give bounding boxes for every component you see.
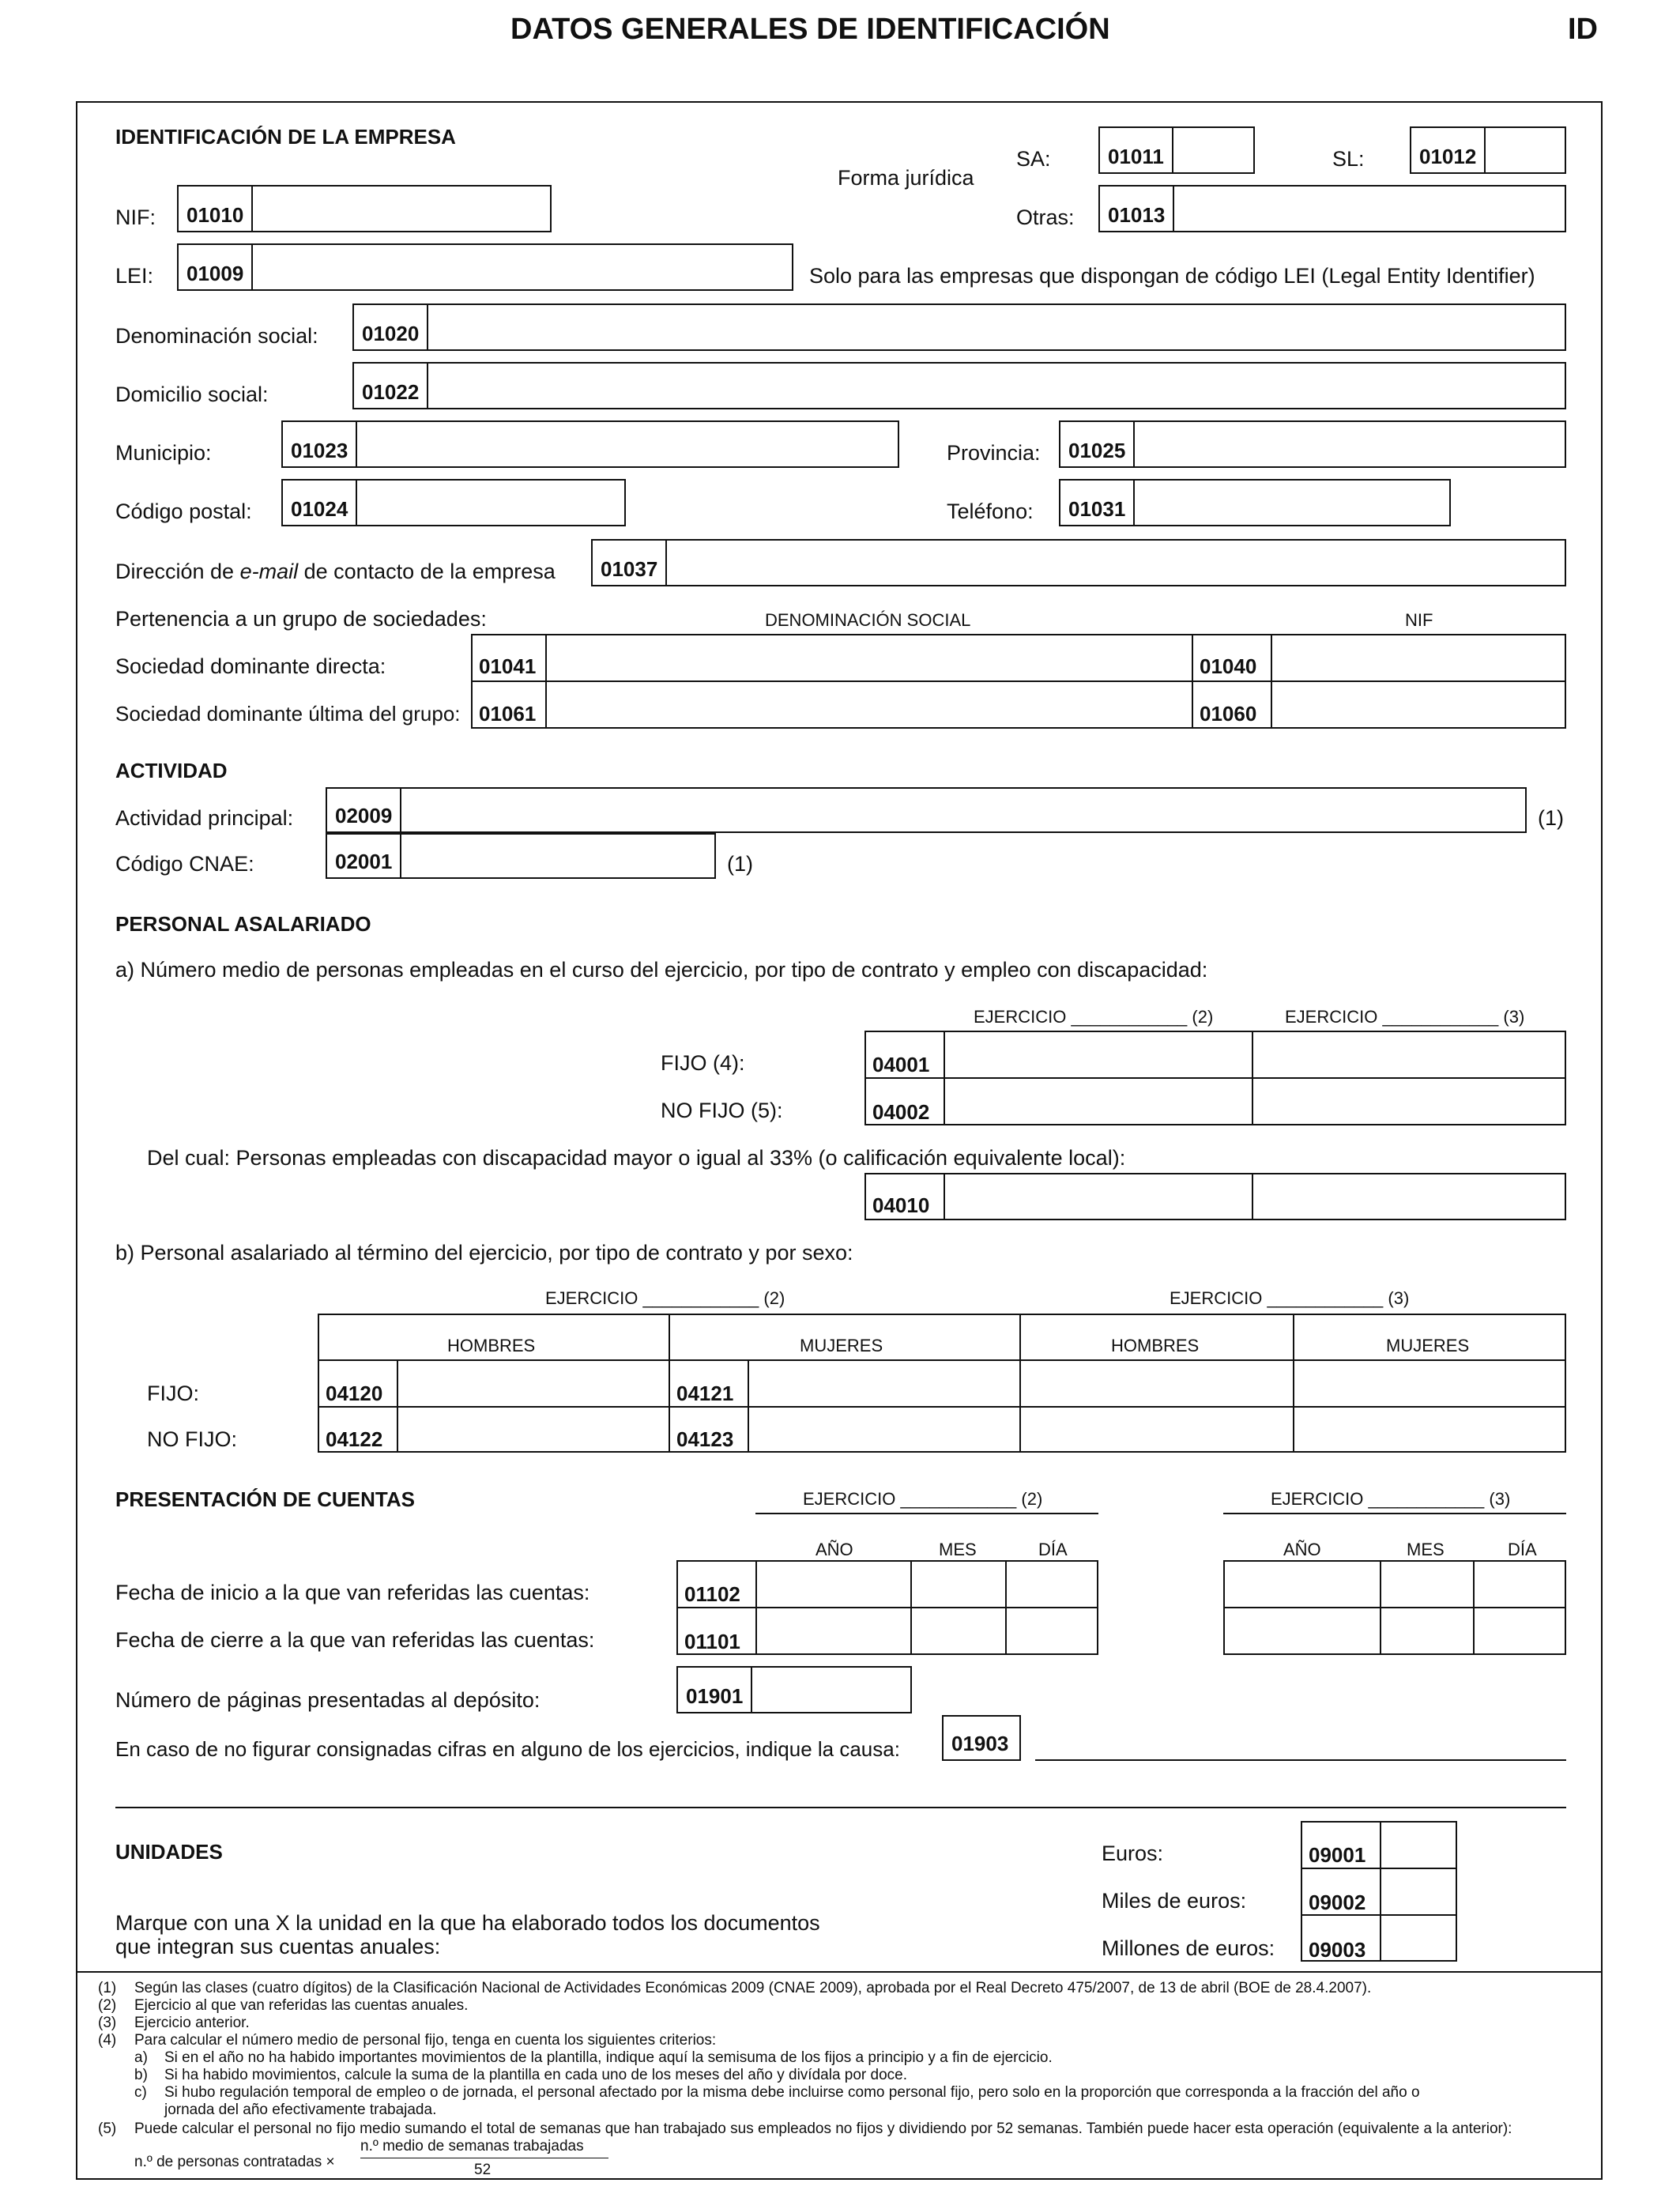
footnote-4: Para calcular el número medio de personal fijo, tenga en cuenta los siguientes criterios: <box>134 2032 717 2049</box>
mujeres-header-2: MUJERES <box>1386 1336 1470 1355</box>
fijo-label: FIJO (4): <box>661 1051 745 1075</box>
col-nif-header: NIF <box>1405 610 1433 630</box>
ejercicio-c-anterior: EJERCICIO ____________ (3) <box>1271 1489 1511 1509</box>
section-heading-empresa: IDENTIFICACIÓN DE LA EMPRESA <box>115 125 456 149</box>
actividad-principal-label: Actividad principal: <box>115 806 294 830</box>
footnote-3-num: (3) <box>98 2015 117 2031</box>
otras-field[interactable]: 01013 <box>1098 185 1566 232</box>
domicilio-label: Domicilio social: <box>115 383 269 406</box>
divider <box>115 1807 1566 1808</box>
footnote-divider <box>76 1971 1603 1973</box>
footnote-4a-num: a) <box>134 2049 148 2066</box>
sl-field[interactable]: 01012 <box>1410 126 1566 174</box>
personal-b-text: b) Personal asalariado al término del ejercicio, por tipo de contrato y por sexo: <box>115 1241 853 1265</box>
municipio-label: Municipio: <box>115 441 212 465</box>
grupo-label: Pertenencia a un grupo de sociedades: <box>115 607 487 631</box>
personal-a-text: a) Número medio de personas empleadas en el curso del ejercicio, por tipo de contrato y empleo con discapacidad: <box>115 958 1208 982</box>
otras-label: Otras: <box>1016 205 1075 229</box>
mes-header-1: MES <box>939 1540 977 1559</box>
footnote-4-num: (4) <box>98 2032 117 2049</box>
footnote-4b-num: b) <box>134 2067 148 2083</box>
cnae-label: Código CNAE: <box>115 852 254 876</box>
actividad-note: (1) <box>1538 806 1564 830</box>
email-label: Dirección de e-mail de contacto de la empresa <box>115 560 556 583</box>
ejercicio-b-actual: EJERCICIO ____________ (2) <box>545 1288 785 1308</box>
causa-label: En caso de no figurar consignadas cifras en alguno de los ejercicios, indique la causa: <box>115 1737 900 1761</box>
footnote-3: Ejercicio anterior. <box>134 2015 250 2031</box>
form-code: ID <box>1568 13 1598 46</box>
dominante-directa-code[interactable]: 01041 <box>479 654 537 678</box>
footnote-5-num: (5) <box>98 2120 117 2137</box>
millones-label: Millones de euros: <box>1102 1936 1275 1960</box>
cierre-code[interactable]: 01101 <box>684 1630 740 1653</box>
formula-numerator: n.º medio de semanas trabajadas <box>360 2138 584 2154</box>
b-nofijo-label: NO FIJO: <box>147 1427 237 1451</box>
domicilio-field[interactable]: 01022 <box>352 362 1566 409</box>
lei-field[interactable]: 01009 <box>177 243 793 291</box>
footnote-4b: Si ha habido movimientos, calcule la suma de la plantilla en cada uno de los meses del año y divídala por doce. <box>164 2067 908 2083</box>
dia-header-2: DÍA <box>1508 1540 1537 1559</box>
denominacion-label: Denominación social: <box>115 324 318 348</box>
nif-label: NIF: <box>115 205 156 229</box>
section-heading-unidades: UNIDADES <box>115 1840 223 1864</box>
unidades-text-1: Marque con una X la unidad en la que ha elaborado todos los documentos <box>115 1911 820 1935</box>
discapacidad-text: Del cual: Personas empleadas con discapacidad mayor o igual al 33% (o calificación equivalente local): <box>147 1146 1126 1170</box>
page-title: DATOS GENERALES DE IDENTIFICACIÓN <box>510 13 1110 46</box>
anio-header-2: AÑO <box>1283 1540 1321 1559</box>
codigo-postal-label: Código postal: <box>115 499 252 523</box>
sa-field[interactable]: 01011 <box>1098 126 1255 174</box>
formula-denominator: 52 <box>474 2162 492 2178</box>
codigo-postal-field[interactable]: 01024 <box>281 479 626 526</box>
dominante-ultima-nif-code[interactable]: 01060 <box>1200 702 1257 726</box>
code-04122[interactable]: 04122 <box>326 1427 383 1451</box>
section-heading-personal: PERSONAL ASALARIADO <box>115 912 371 936</box>
telefono-label: Teléfono: <box>947 499 1034 523</box>
unidades-text-2: que integran sus cuentas anuales: <box>115 1935 441 1958</box>
mujeres-header-1: MUJERES <box>800 1336 883 1355</box>
ejercicio-a-anterior: EJERCICIO ____________ (3) <box>1285 1007 1525 1027</box>
causa-field[interactable]: 01903 <box>942 1715 1021 1761</box>
anio-header-1: AÑO <box>816 1540 853 1559</box>
lei-note: Solo para las empresas que dispongan de código LEI (Legal Entity Identifier) <box>809 264 1535 288</box>
b-fijo-label: FIJO: <box>147 1382 199 1405</box>
nofijo-label: NO FIJO (5): <box>661 1099 783 1122</box>
dominante-ultima-label: Sociedad dominante última del grupo: <box>115 702 461 726</box>
nofijo-code[interactable]: 04002 <box>872 1100 930 1124</box>
millones-code[interactable]: 09003 <box>1309 1938 1366 1962</box>
euros-code[interactable]: 09001 <box>1309 1843 1366 1867</box>
forma-juridica-label: Forma jurídica <box>838 166 974 190</box>
sa-label: SA: <box>1016 147 1051 171</box>
footnote-1: Según las clases (cuatro dígitos) de la Clasificación Nacional de Actividades Económicas 2009 (CNAE 2009), aprobada por el Real Decreto 475/2007, de 13 de abril (BOE de 28.4.2007). <box>134 1980 1372 1996</box>
ejercicio-c-actual: EJERCICIO ____________ (2) <box>803 1489 1043 1509</box>
lei-label: LEI: <box>115 264 154 288</box>
miles-code[interactable]: 09002 <box>1309 1891 1366 1914</box>
code-04123[interactable]: 04123 <box>676 1427 734 1451</box>
inicio-code[interactable]: 01102 <box>684 1582 740 1606</box>
footnote-1-num: (1) <box>98 1980 117 1996</box>
col-denominacion-header: DENOMINACIÓN SOCIAL <box>765 610 971 630</box>
footnote-2-num: (2) <box>98 1997 117 2014</box>
sl-label: SL: <box>1332 147 1365 171</box>
mes-header-2: MES <box>1407 1540 1445 1559</box>
hombres-header-1: HOMBRES <box>447 1336 536 1355</box>
email-field[interactable]: 01037 <box>591 539 1566 586</box>
nif-field[interactable]: 01010 <box>177 185 552 232</box>
footnote-4a: Si en el año no ha habido importantes movimientos de la plantilla, indique aquí la semisuma de los fijos a principio y a fin de ejercicio. <box>164 2049 1053 2066</box>
causa-line[interactable] <box>1035 1759 1566 1761</box>
cnae-note: (1) <box>727 852 753 876</box>
footnote-2: Ejercicio al que van referidas las cuentas anuales. <box>134 1997 469 2014</box>
dominante-directa-nif-code[interactable]: 01040 <box>1200 654 1257 678</box>
formula-left: n.º de personas contratadas × <box>134 2154 335 2170</box>
footnote-4c-cont: jornada del año efectivamente trabajada. <box>164 2102 437 2118</box>
provincia-field[interactable]: 01025 <box>1059 420 1566 468</box>
discapacidad-code[interactable]: 04010 <box>872 1193 930 1217</box>
cnae-field[interactable]: 02001 <box>326 833 716 879</box>
cierre-label: Fecha de cierre a la que van referidas las cuentas: <box>115 1628 595 1652</box>
section-heading-cuentas: PRESENTACIÓN DE CUENTAS <box>115 1487 415 1511</box>
dominante-directa-label: Sociedad dominante directa: <box>115 654 386 678</box>
dominante-ultima-code[interactable]: 01061 <box>479 702 537 726</box>
provincia-label: Provincia: <box>947 441 1041 465</box>
paginas-field[interactable]: 01901 <box>676 1666 912 1713</box>
ejercicio-b-anterior: EJERCICIO ____________ (3) <box>1170 1288 1410 1308</box>
footnote-4c-num: c) <box>134 2084 147 2101</box>
ejercicio-a-actual: EJERCICIO ____________ (2) <box>974 1007 1214 1027</box>
code-04121[interactable]: 04121 <box>676 1382 734 1405</box>
miles-label: Miles de euros: <box>1102 1889 1247 1913</box>
paginas-label: Número de páginas presentadas al depósito: <box>115 1688 541 1712</box>
personal-b-table <box>318 1314 1566 1453</box>
municipio-field[interactable]: 01023 <box>281 420 899 468</box>
denominacion-field[interactable]: 01020 <box>352 303 1566 351</box>
telefono-field[interactable]: 01031 <box>1059 479 1451 526</box>
footnote-5: Puede calcular el personal no fijo medio sumando el total de semanas que han trabajado sus empleados no fijos y dividiendo por 52 semanas. También puede hacer esta operación (equivalente a la anterior): <box>134 2120 1512 2137</box>
dia-header-1: DÍA <box>1038 1540 1068 1559</box>
section-heading-actividad: ACTIVIDAD <box>115 759 228 782</box>
actividad-principal-field[interactable]: 02009 <box>326 787 1527 833</box>
inicio-label: Fecha de inicio a la que van referidas las cuentas: <box>115 1581 590 1604</box>
euros-label: Euros: <box>1102 1842 1164 1865</box>
discapacidad-table <box>864 1173 1566 1220</box>
code-04120[interactable]: 04120 <box>326 1382 383 1405</box>
hombres-header-2: HOMBRES <box>1111 1336 1200 1355</box>
fijo-code[interactable]: 04001 <box>872 1053 930 1076</box>
footnote-4c: Si hubo regulación temporal de empleo o de jornada, el personal afectado por la misma debe incluirse como personal fijo, pero solo en la proporción que corresponda a la fracción del año o <box>164 2084 1420 2101</box>
